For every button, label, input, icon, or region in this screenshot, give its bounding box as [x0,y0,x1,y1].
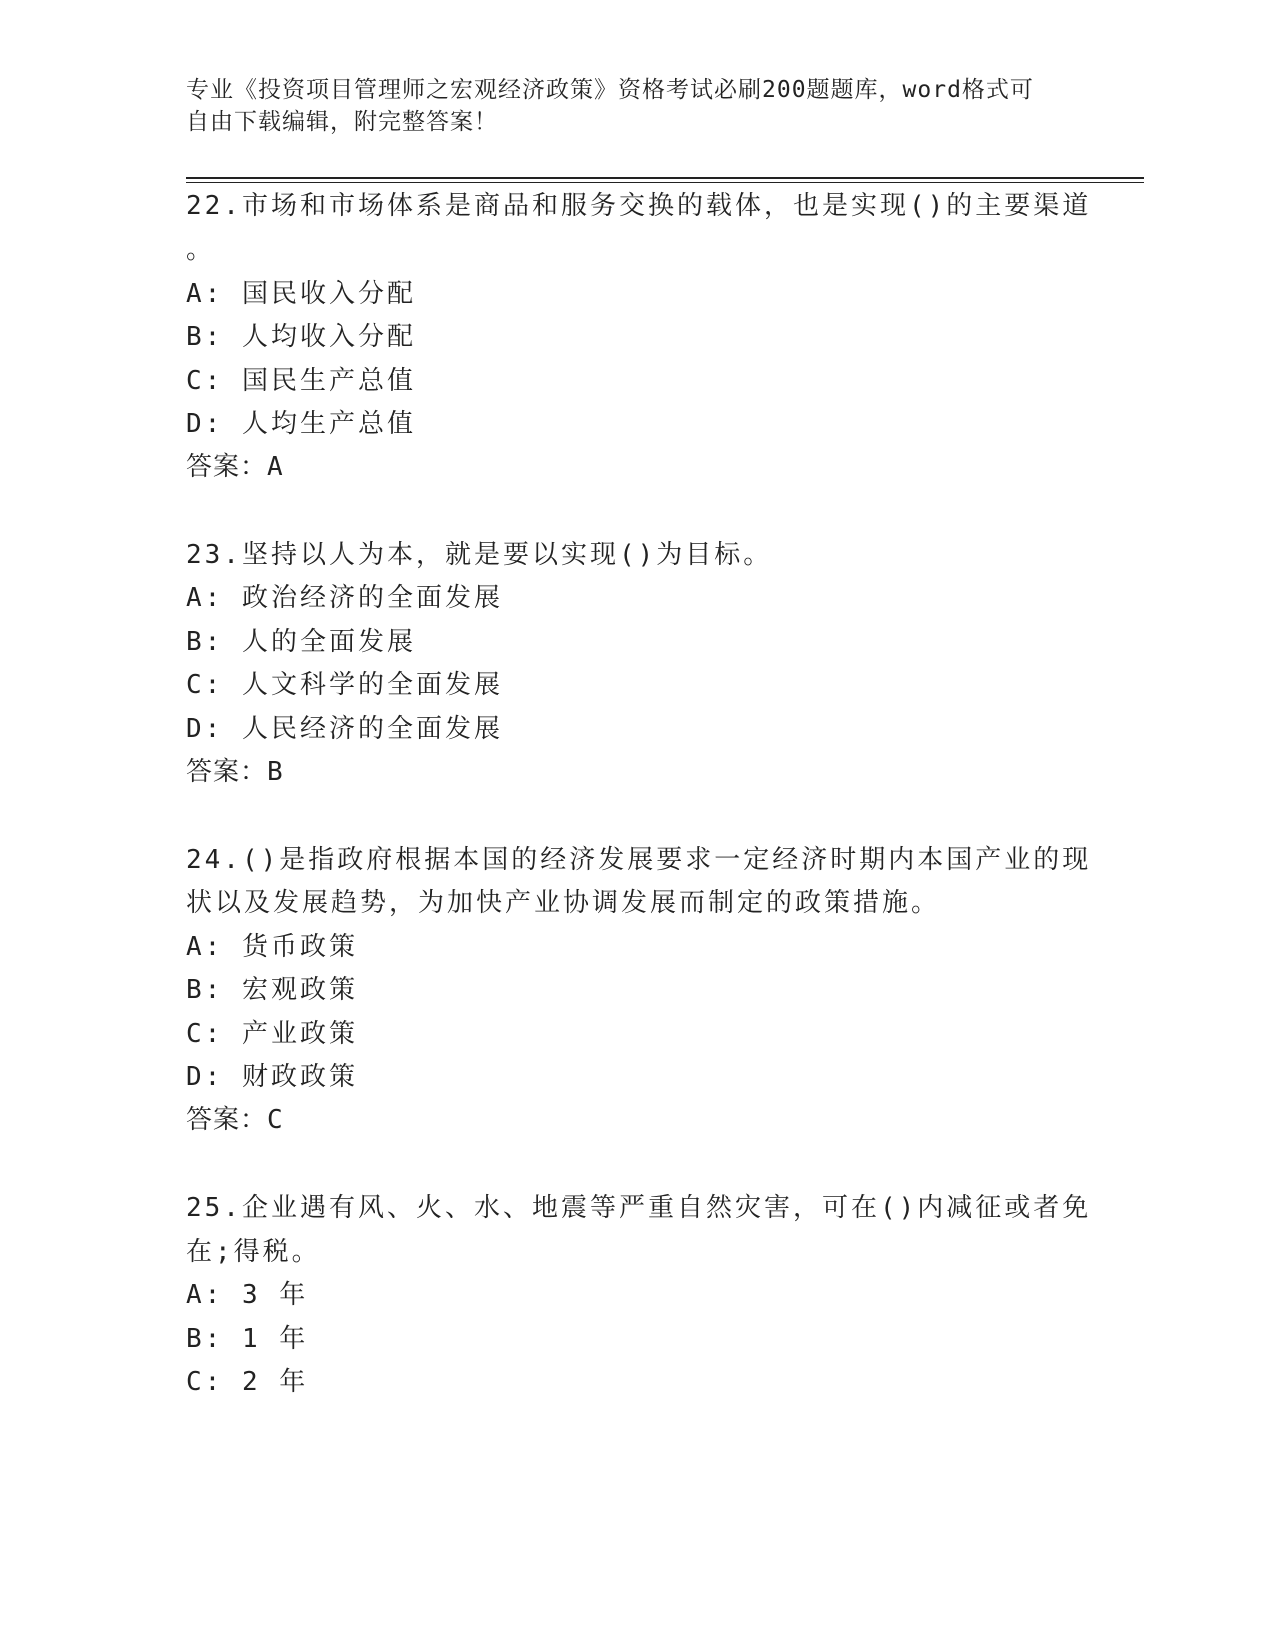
option-c: C: 国民生产总值 [186,366,416,396]
option-b: B: 1 年 [186,1324,309,1354]
option-a: A: 国民收入分配 [186,279,416,309]
document-header [186,74,1066,138]
option-a: A: 政治经济的全面发展 [186,583,503,613]
answer-label: 答案： [186,757,268,787]
answer-label: 答案： [186,1105,268,1135]
option-b: B: 人的全面发展 [186,627,416,657]
option-a: A: 货币政策 [186,932,358,962]
answer-line [186,449,1086,485]
question-stem: 22.市场和市场体系是商品和服务交换的载体，也是实现()的主要渠道 [186,191,1092,221]
option-c: C: 2 年 [186,1367,309,1397]
answer-line [186,1102,1086,1138]
answer-line [186,754,1086,790]
header-line-1: 专业《投资项目管理师之宏观经济政策》资格考试必刷200题题库，word格式可 [186,77,1034,103]
question-stem-continued: 。 [186,235,216,265]
header-rule-thick [186,177,1144,179]
option-d: D: 财政政策 [186,1062,358,1092]
question-stem: 23.坚持以人为本，就是要以实现()为目标。 [186,540,773,570]
question-stem-continued: 状以及发展趋势，为加快产业协调发展而制定的政策措施。 [186,888,941,918]
header-line-2: 自由下载编辑，附完整答案！ [186,109,498,135]
option-a: A: 3 年 [186,1280,309,1310]
answer-value: C [267,1105,284,1135]
option-b: B: 人均收入分配 [186,322,416,352]
option-d: D: 人均生产总值 [186,409,416,439]
option-b: B: 宏观政策 [186,975,358,1005]
question-stem-continued: 在;得税。 [186,1237,321,1267]
answer-value: B [267,757,284,787]
answer-label: 答案： [186,452,268,482]
option-c: C: 产业政策 [186,1019,358,1049]
answer-value: A [267,452,284,482]
question-stem: 25.企业遇有风、火、水、地震等严重自然灾害，可在()内减征或者免 [186,1193,1092,1223]
option-c: C: 人文科学的全面发展 [186,670,503,700]
header-rule-thin [186,182,1144,183]
option-d: D: 人民经济的全面发展 [186,714,503,744]
question-stem: 24.()是指政府根据本国的经济发展要求一定经济时期内本国产业的现 [186,845,1092,875]
